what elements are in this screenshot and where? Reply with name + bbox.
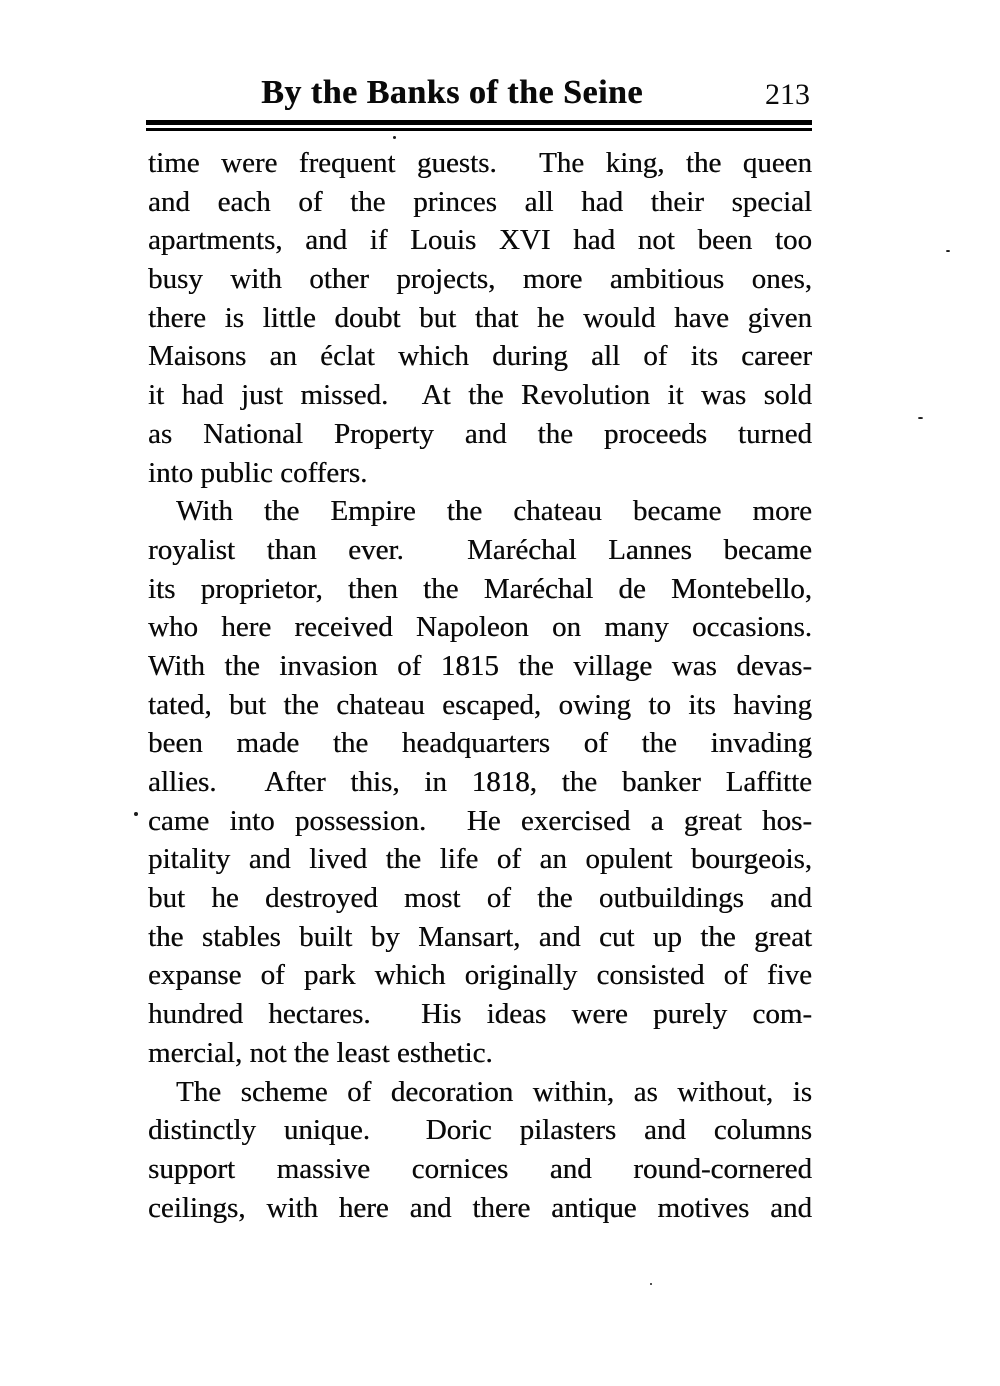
text-line: but he destroyed most of the outbuildings and — [148, 882, 812, 915]
text-line: time were frequent guests. The king, the queen — [148, 147, 812, 179]
text-line: pitality and lived the life of an opulent bourgeois, — [148, 843, 812, 876]
text-line: as National Property and the proceeds turned — [148, 417, 812, 450]
text-line: support massive cornices and round-cornered — [148, 1152, 812, 1185]
page-text — [148, 144, 812, 1227]
text-line: its proprietor, then the Maréchal de Montebello, — [148, 572, 812, 605]
text-line: mercial, not the least esthetic. — [148, 1036, 493, 1069]
page-number: 213 — [765, 78, 810, 111]
text-line: it had just missed. At the Revolution it was sold — [148, 379, 812, 412]
scan-speck — [650, 1283, 652, 1285]
text-line: busy with other projects, more ambitious ones, — [148, 263, 812, 296]
text-line: came into possession. He exercised a great hos- — [148, 804, 812, 837]
text-line: there is little doubt but that he would have given — [148, 301, 812, 334]
running-header — [148, 74, 812, 116]
scan-speck — [918, 417, 923, 419]
text-line: and each of the princes all had their special — [148, 185, 812, 218]
scan-speck — [393, 136, 396, 139]
text-line: hundred hectares. His ideas were purely com- — [148, 998, 812, 1031]
text-line: who here received Napoleon on many occasions. — [148, 611, 812, 644]
text-line: tated, but the chateau escaped, owing to its having — [148, 688, 812, 721]
scan-speck — [134, 812, 138, 816]
text-line: With the Empire the chateau became more — [176, 495, 812, 528]
text-line: The scheme of decoration within, as without, is — [176, 1075, 812, 1108]
chapter-title: By the Banks of the Seine — [261, 74, 643, 111]
header-rule-top — [146, 120, 812, 125]
text-line: allies. After this, in 1818, the banker Laffitte — [148, 766, 812, 798]
text-line: distinctly unique. Doric pilasters and columns — [148, 1114, 812, 1147]
header-rule-bottom — [146, 128, 812, 131]
text-line: been made the headquarters of the invading — [148, 727, 812, 760]
text-line: royalist than ever. Maréchal Lannes became — [148, 533, 812, 566]
scan-speck — [946, 250, 950, 252]
text-line: the stables built by Mansart, and cut up the great — [148, 920, 812, 953]
text-line: apartments, and if Louis XVI had not been too — [148, 224, 812, 257]
text-line: Maisons an éclat which during all of its career — [148, 340, 812, 373]
text-line: into public coffers. — [148, 456, 368, 489]
text-line: ceilings, with here and there antique motives and — [148, 1191, 812, 1224]
text-line: With the invasion of 1815 the village was devas- — [148, 649, 812, 682]
text-line: expanse of park which originally consisted of five — [148, 959, 812, 992]
